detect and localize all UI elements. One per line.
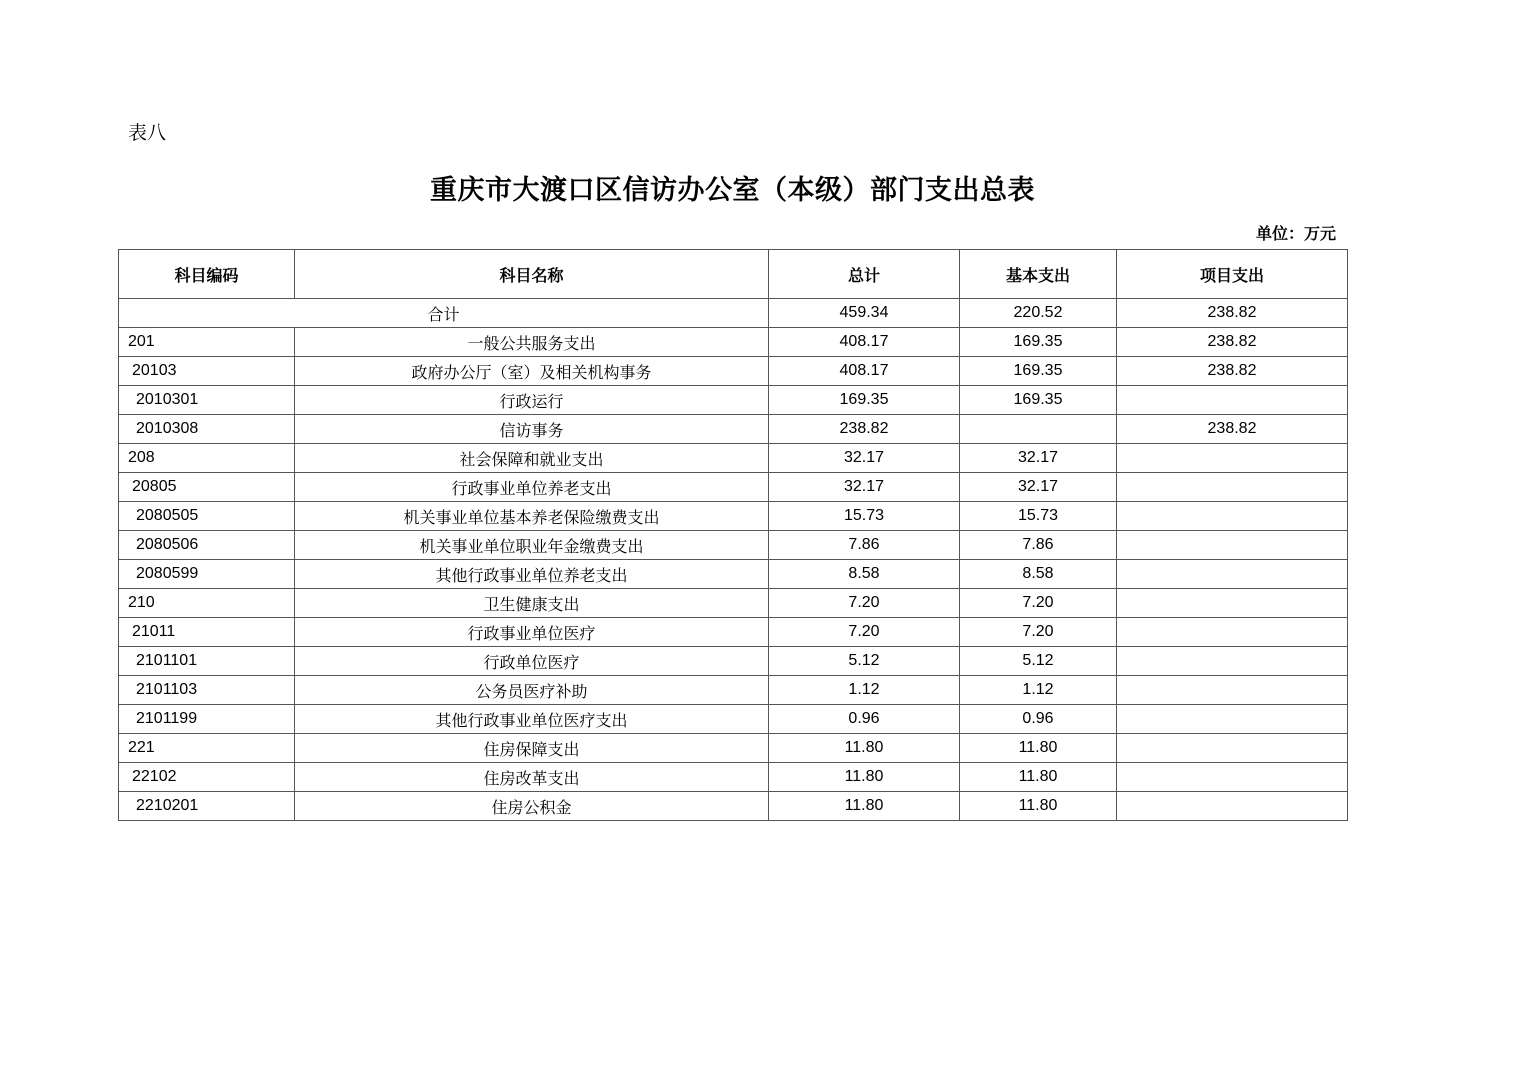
unit-label: 单位：万元 xyxy=(1255,226,1336,243)
header-basic: 基本支出 xyxy=(960,250,1117,299)
table-row xyxy=(119,502,1348,531)
row-code: 2080506 xyxy=(119,531,295,560)
row-basic: 169.35 xyxy=(960,328,1117,357)
row-name: 信访事务 xyxy=(295,415,769,444)
row-total: 238.82 xyxy=(769,415,960,444)
row-basic: 8.58 xyxy=(960,560,1117,589)
row-code: 2010308 xyxy=(119,415,295,444)
row-basic: 15.73 xyxy=(960,502,1117,531)
table-row xyxy=(119,705,1348,734)
total-label: 合计 xyxy=(119,299,769,328)
table-row xyxy=(119,560,1348,589)
table-row xyxy=(119,734,1348,763)
row-total: 32.17 xyxy=(769,473,960,502)
row-name: 机关事业单位职业年金缴费支出 xyxy=(295,531,769,560)
expenditure-table xyxy=(118,249,1348,821)
row-project xyxy=(1117,676,1348,705)
table-row xyxy=(119,444,1348,473)
header-total: 总计 xyxy=(769,250,960,299)
row-project xyxy=(1117,763,1348,792)
table-row xyxy=(119,647,1348,676)
row-basic: 32.17 xyxy=(960,444,1117,473)
row-basic: 0.96 xyxy=(960,705,1117,734)
row-name: 卫生健康支出 xyxy=(295,589,769,618)
table-row xyxy=(119,618,1348,647)
row-code: 2080505 xyxy=(119,502,295,531)
table-label: 表八 xyxy=(128,122,167,144)
total-row xyxy=(119,299,1348,328)
row-total: 11.80 xyxy=(769,734,960,763)
row-total: 8.58 xyxy=(769,560,960,589)
total-total: 459.34 xyxy=(769,299,960,328)
row-code: 21011 xyxy=(119,618,295,647)
row-name: 行政运行 xyxy=(295,386,769,415)
row-name: 一般公共服务支出 xyxy=(295,328,769,357)
row-project: 238.82 xyxy=(1117,357,1348,386)
row-project xyxy=(1117,647,1348,676)
row-name: 行政事业单位养老支出 xyxy=(295,473,769,502)
header-name: 科目名称 xyxy=(295,250,769,299)
row-basic: 7.86 xyxy=(960,531,1117,560)
row-total: 11.80 xyxy=(769,792,960,821)
row-code: 20805 xyxy=(119,473,295,502)
row-project xyxy=(1117,473,1348,502)
row-code: 2010301 xyxy=(119,386,295,415)
row-name: 其他行政事业单位医疗支出 xyxy=(295,705,769,734)
row-name: 住房改革支出 xyxy=(295,763,769,792)
row-basic: 169.35 xyxy=(960,386,1117,415)
row-basic: 5.12 xyxy=(960,647,1117,676)
row-basic: 11.80 xyxy=(960,792,1117,821)
header-project: 项目支出 xyxy=(1117,250,1348,299)
row-basic: 169.35 xyxy=(960,357,1117,386)
row-code: 20103 xyxy=(119,357,295,386)
row-project xyxy=(1117,502,1348,531)
row-code: 2101103 xyxy=(119,676,295,705)
row-total: 0.96 xyxy=(769,705,960,734)
row-basic: 7.20 xyxy=(960,618,1117,647)
row-project xyxy=(1117,589,1348,618)
row-code: 2101101 xyxy=(119,647,295,676)
table-header-row xyxy=(119,250,1348,299)
table-row xyxy=(119,328,1348,357)
row-total: 408.17 xyxy=(769,357,960,386)
row-code: 2210201 xyxy=(119,792,295,821)
row-total: 5.12 xyxy=(769,647,960,676)
row-project xyxy=(1117,618,1348,647)
table-row xyxy=(119,676,1348,705)
row-code: 208 xyxy=(119,444,295,473)
page-title: 重庆市大渡口区信访办公室（本级）部门支出总表 xyxy=(430,175,1035,205)
row-total: 1.12 xyxy=(769,676,960,705)
total-basic: 220.52 xyxy=(960,299,1117,328)
row-name: 社会保障和就业支出 xyxy=(295,444,769,473)
row-code: 201 xyxy=(119,328,295,357)
row-name: 行政事业单位医疗 xyxy=(295,618,769,647)
row-basic: 7.20 xyxy=(960,589,1117,618)
row-project xyxy=(1117,386,1348,415)
row-basic: 11.80 xyxy=(960,734,1117,763)
row-basic: 32.17 xyxy=(960,473,1117,502)
row-code: 2080599 xyxy=(119,560,295,589)
row-name: 住房公积金 xyxy=(295,792,769,821)
table-row xyxy=(119,357,1348,386)
row-project xyxy=(1117,734,1348,763)
row-total: 7.20 xyxy=(769,589,960,618)
row-name: 公务员医疗补助 xyxy=(295,676,769,705)
row-total: 408.17 xyxy=(769,328,960,357)
row-name: 政府办公厅（室）及相关机构事务 xyxy=(295,357,769,386)
row-project xyxy=(1117,444,1348,473)
row-code: 210 xyxy=(119,589,295,618)
row-name: 其他行政事业单位养老支出 xyxy=(295,560,769,589)
row-basic: 1.12 xyxy=(960,676,1117,705)
row-code: 22102 xyxy=(119,763,295,792)
row-project xyxy=(1117,705,1348,734)
row-project xyxy=(1117,560,1348,589)
row-total: 169.35 xyxy=(769,386,960,415)
row-code: 221 xyxy=(119,734,295,763)
table-row xyxy=(119,415,1348,444)
table-row xyxy=(119,763,1348,792)
row-total: 7.86 xyxy=(769,531,960,560)
row-total: 7.20 xyxy=(769,618,960,647)
row-name: 行政单位医疗 xyxy=(295,647,769,676)
row-project: 238.82 xyxy=(1117,328,1348,357)
row-basic: 11.80 xyxy=(960,763,1117,792)
table-row xyxy=(119,531,1348,560)
row-code: 2101199 xyxy=(119,705,295,734)
table-row xyxy=(119,589,1348,618)
row-total: 11.80 xyxy=(769,763,960,792)
table-row xyxy=(119,473,1348,502)
total-project: 238.82 xyxy=(1117,299,1348,328)
row-project: 238.82 xyxy=(1117,415,1348,444)
header-code: 科目编码 xyxy=(119,250,295,299)
row-total: 32.17 xyxy=(769,444,960,473)
row-name: 机关事业单位基本养老保险缴费支出 xyxy=(295,502,769,531)
row-basic xyxy=(960,415,1117,444)
table-row xyxy=(119,792,1348,821)
row-project xyxy=(1117,792,1348,821)
row-project xyxy=(1117,531,1348,560)
row-total: 15.73 xyxy=(769,502,960,531)
table-row xyxy=(119,386,1348,415)
row-name: 住房保障支出 xyxy=(295,734,769,763)
